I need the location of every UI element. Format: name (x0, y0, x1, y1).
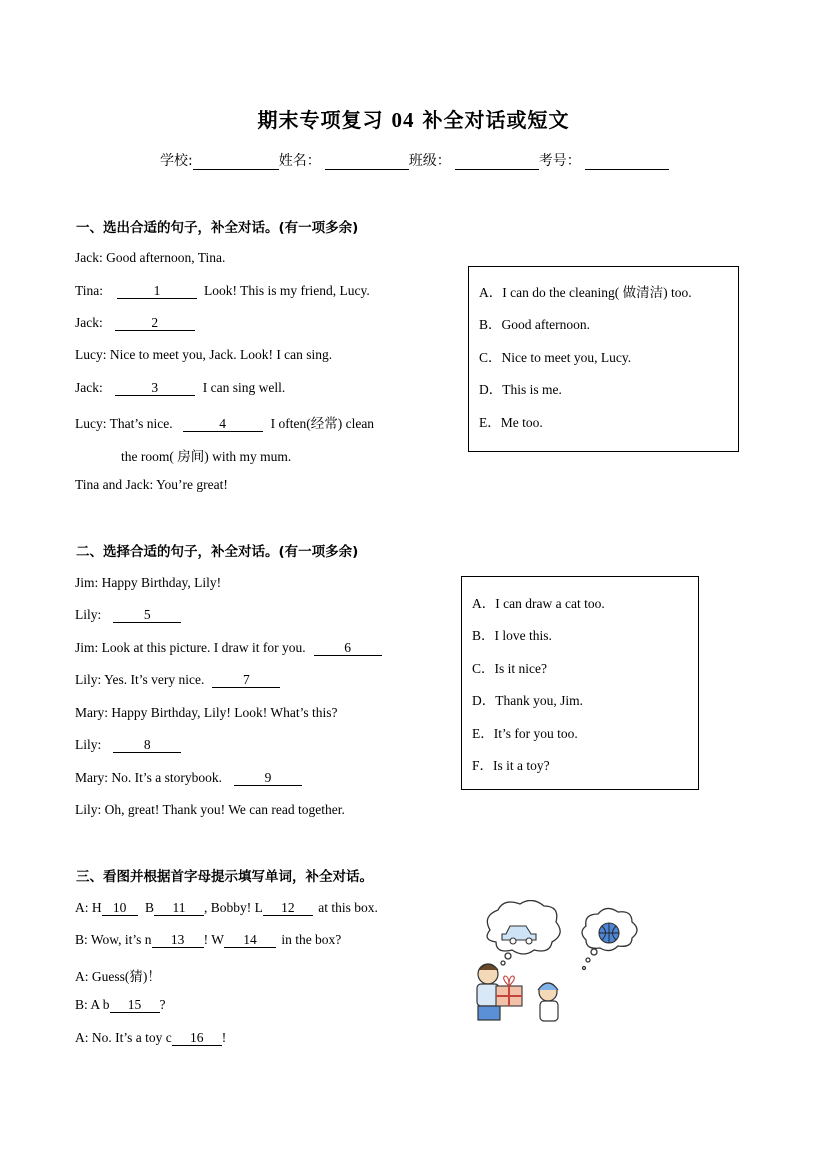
line-text: I can sing well. (202, 380, 286, 395)
s1-line-1: Jack: Good afternoon, Tina. (75, 250, 226, 265)
line-text: ! W (203, 932, 224, 947)
s2-line-8: Lily: Oh, great! Thank you! We can read together. (75, 802, 345, 817)
line-text: B: A b (75, 997, 110, 1012)
blank-16[interactable]: 16 (172, 1030, 222, 1046)
class-field[interactable] (455, 154, 539, 170)
section-2-heading: 二、选择合适的句子，补全对话。(有一项多余) (76, 544, 359, 560)
option-a: A．I can do the cleaning( 做清洁) too. (479, 285, 692, 300)
speaker: Lucy: That’s nice. (75, 416, 173, 431)
school-label: 学校: (160, 153, 193, 169)
title-prefix: 期末专项复习 (257, 108, 384, 132)
line-text: Mary: No. It’s a storybook. (75, 770, 222, 785)
blank-11[interactable]: 11 (154, 900, 204, 916)
blank-1[interactable]: 1 (117, 283, 197, 299)
line-text: B: Wow, it’s n (75, 932, 152, 947)
option-b: B．I love this. (472, 628, 552, 643)
s2-line-7 (75, 770, 302, 786)
name-label: 姓名： (278, 153, 321, 169)
line-text: B (145, 900, 155, 915)
title-suffix: 补全对话或短文 (422, 108, 570, 132)
option-a: A．I can draw a cat too. (472, 596, 605, 611)
girl-figure (538, 983, 558, 1021)
speaker: Jack: (75, 315, 103, 330)
option-c: C．Nice to meet you, Lucy. (479, 350, 632, 365)
s1-line-5 (75, 380, 285, 396)
name-field[interactable] (325, 154, 409, 170)
blank-8[interactable]: 8 (113, 737, 181, 753)
blank-3[interactable]: 3 (115, 380, 195, 396)
s3-line-5 (75, 1030, 226, 1046)
blank-9[interactable]: 9 (234, 770, 302, 786)
blank-2[interactable]: 2 (115, 315, 195, 331)
kids-gift-illustration (468, 900, 640, 1024)
line-text: I often(经常) clean (270, 416, 375, 431)
s3-line-1 (75, 900, 378, 916)
school-field[interactable] (193, 154, 279, 170)
blank-12[interactable]: 12 (263, 900, 313, 916)
s2-line-5: Mary: Happy Birthday, Lily! Look! What’s this? (75, 705, 338, 720)
blank-15[interactable]: 15 (110, 997, 160, 1013)
s2-line-1: Jim: Happy Birthday, Lily! (75, 575, 222, 590)
blank-13[interactable]: 13 (152, 932, 204, 948)
line-text: , Bobby! L (204, 900, 263, 915)
s2-line-6 (75, 737, 181, 753)
section-2-options-box (461, 576, 699, 790)
s3-line-2 (75, 932, 341, 948)
student-info (160, 150, 669, 170)
exam-no-label: 考号： (538, 153, 581, 169)
exam-no-field[interactable] (585, 154, 669, 170)
s1-line-8: Tina and Jack: You’re great! (75, 477, 228, 492)
section-3-heading: 三、看图并根据首字母提示填写单词，补全对话。 (76, 869, 373, 885)
option-c: C．Is it nice? (472, 661, 547, 676)
speaker: Lily: (75, 737, 102, 752)
speaker: Jack: (75, 380, 103, 395)
s1-line-4: Lucy: Nice to meet you, Jack. Look! I can sing. (75, 347, 333, 362)
class-label: 班级： (408, 153, 451, 169)
s2-line-4 (75, 672, 280, 688)
option-e: E．Me too. (479, 415, 543, 430)
line-text: Jim: Look at this picture. I draw it for you. (75, 640, 306, 655)
line-text: at this box. (318, 900, 378, 915)
line-text: Lily: Yes. It’s very nice. (75, 672, 205, 687)
page-title (0, 104, 827, 133)
line-text: ? (159, 997, 166, 1012)
line-text: A: H (75, 900, 102, 915)
option-b: B．Good afternoon. (479, 317, 590, 332)
blank-14[interactable]: 14 (224, 932, 276, 948)
s1-line-2 (75, 283, 370, 299)
blank-4[interactable]: 4 (183, 416, 263, 432)
line-text: ! (221, 1030, 227, 1045)
s2-line-3 (75, 640, 382, 656)
line-text: in the box? (281, 932, 342, 947)
blank-7[interactable]: 7 (212, 672, 280, 688)
s3-line-4 (75, 997, 166, 1013)
title-number: 04 (391, 108, 415, 132)
gift-box-icon (496, 976, 522, 1006)
speaker: Lily: (75, 607, 102, 622)
option-d: D．Thank you, Jim. (472, 693, 583, 708)
s1-line-6 (75, 412, 374, 432)
s1-line-7: the room( 房间) with my mum. (121, 449, 292, 464)
option-d: D．This is me. (479, 382, 562, 397)
basketball-icon (599, 923, 619, 943)
s1-line-3 (75, 315, 195, 331)
option-f: F．Is it a toy? (472, 758, 550, 773)
line-text: A: No. It’s a toy c (75, 1030, 172, 1045)
blank-10[interactable]: 10 (102, 900, 138, 916)
line-text: Look! This is my friend, Lucy. (204, 283, 370, 298)
blank-5[interactable]: 5 (113, 607, 181, 623)
section-1-options-box (468, 266, 739, 452)
s2-line-2 (75, 607, 181, 623)
blank-6[interactable]: 6 (314, 640, 382, 656)
option-e: E．It’s for you too. (472, 726, 578, 741)
s3-line-3: A: Guess(猜)！ (75, 969, 161, 984)
section-1-heading: 一、选出合适的句子，补全对话。(有一项多余) (76, 220, 359, 236)
speaker: Tina: (75, 283, 104, 298)
